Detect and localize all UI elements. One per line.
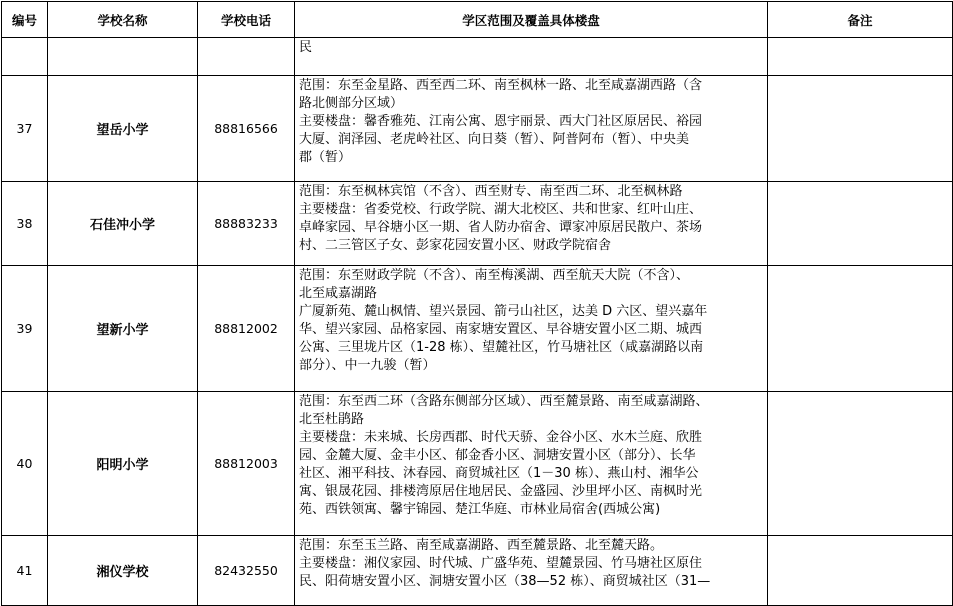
school-district-table — [1, 1, 953, 606]
school-name: 石佳冲小学 — [48, 182, 198, 266]
row-number: 37 — [2, 76, 48, 182]
area-line: 社区、湘平科技、沐春园、商贸城社区（1－30 栋）、燕山村、湘华公 — [299, 466, 699, 481]
remark — [768, 76, 953, 182]
area-line: 北至咸嘉湖路 — [299, 286, 378, 301]
district-area — [295, 266, 768, 392]
area-line: 郡（暂） — [299, 150, 352, 165]
table-header-row — [2, 2, 953, 38]
header-note: 备注 — [768, 2, 953, 38]
area-line: 卓峰家园、早谷塘小区一期、省人防办宿舍、谭家冲原居民散户、茶场 — [299, 220, 703, 235]
area-line: 部分）、中一九骏（暂） — [299, 358, 436, 373]
area-line: 主要楼盘：省委党校、行政学院、湖大北校区、共和世家、红叶山庄、 — [299, 202, 703, 217]
school-phone — [198, 38, 295, 76]
area-line: 主要楼盘：未来城、长房西郡、时代天骄、金谷小区、水木兰庭、欣胜 — [299, 430, 703, 445]
district-area — [295, 38, 768, 76]
school-phone: 82432550 — [198, 536, 295, 606]
row-number — [2, 38, 48, 76]
area-line: 华、望兴家园、品格家园、南家塘安置区、早谷塘安置小区二期、城西 — [299, 322, 703, 337]
row-number: 41 — [2, 536, 48, 606]
school-phone: 88883233 — [198, 182, 295, 266]
area-line: 公寓、三里垅片区（1-28 栋）、望麓社区，竹马塘社区（咸嘉湖路以南 — [299, 340, 704, 355]
area-line: 寓、银晟花园、排楼湾原居住地居民、金盛园、沙里坪小区、南枫时光 — [299, 484, 703, 499]
area-line: 园、金麓大厦、金丰小区、郁金香小区、洞塘安置小区（部分）、长华 — [299, 448, 696, 463]
district-area — [295, 182, 768, 266]
area-line: 范围：东至西二环（含路东侧部分区域）、西至麓景路、南至咸嘉湖路、 — [299, 394, 709, 409]
area-line: 主要楼盘：馨香雅苑、江南公寓、恩宇丽景、西大门社区原居民、裕园 — [299, 114, 703, 129]
table-row — [2, 536, 953, 606]
table-row — [2, 38, 953, 76]
header-phone: 学校电话 — [198, 2, 295, 38]
table-row — [2, 266, 953, 392]
area-line — [299, 57, 764, 75]
header-num: 编号 — [2, 2, 48, 38]
school-phone: 88816566 — [198, 76, 295, 182]
area-line: 范围：东至枫林宾馆（不含）、西至财专、南至西二环、北至枫林路 — [299, 184, 683, 199]
remark — [768, 392, 953, 536]
row-number: 40 — [2, 392, 48, 536]
area-line: 范围：东至金星路、西至西二环、南至枫林一路、北至咸嘉湖西路（含 — [299, 78, 703, 93]
school-name: 望新小学 — [48, 266, 198, 392]
district-area — [295, 76, 768, 182]
area-line: 主要楼盘：湘仪家园、时代城、广盛华苑、望麓景园、竹马塘社区原住 — [299, 556, 703, 571]
table-row — [2, 76, 953, 182]
area-line: 民 — [299, 40, 313, 55]
remark — [768, 182, 953, 266]
district-area — [295, 536, 768, 606]
remark — [768, 266, 953, 392]
district-area — [295, 392, 768, 536]
area-line: 大厦、润泽园、老虎岭社区、向日葵（暂）、阿普阿布（暂）、中央美 — [299, 132, 690, 147]
header-name: 学校名称 — [48, 2, 198, 38]
school-phone: 88812002 — [198, 266, 295, 392]
area-line: 北至杜鹃路 — [299, 412, 365, 427]
school-name: 阳明小学 — [48, 392, 198, 536]
area-line: 路北侧部分区域） — [299, 96, 404, 111]
remark — [768, 38, 953, 76]
row-number: 39 — [2, 266, 48, 392]
table-row — [2, 182, 953, 266]
area-line: 苑、西铁领寓、馨宇锦园、楚江华庭、市林业局宿舍(西城公寓) — [299, 502, 661, 517]
area-line: 范围：东至玉兰路、南至咸嘉湖路、西至麓景路、北至麓天路。 — [299, 538, 664, 553]
area-line: 民、阳荷塘安置小区、洞塘安置小区（38—52 栋）、商贸城社区（31— — [299, 574, 711, 589]
table-body — [2, 38, 953, 606]
header-area: 学区范围及覆盖具体楼盘 — [295, 2, 768, 38]
area-line: 范围：东至财政学院（不含）、南至梅溪湖、西至航天大院（不含）、 — [299, 268, 690, 283]
school-name: 望岳小学 — [48, 76, 198, 182]
school-name: 湘仪学校 — [48, 536, 198, 606]
area-line: 村、二三管区子女、彭家花园安置小区、财政学院宿舍 — [299, 238, 612, 253]
area-line: 广厦新苑、麓山枫情、望兴景园、箭弓山社区，达美 D 六区、望兴嘉年 — [299, 304, 708, 319]
table-row — [2, 392, 953, 536]
school-name — [48, 38, 198, 76]
row-number: 38 — [2, 182, 48, 266]
remark — [768, 536, 953, 606]
school-phone: 88812003 — [198, 392, 295, 536]
